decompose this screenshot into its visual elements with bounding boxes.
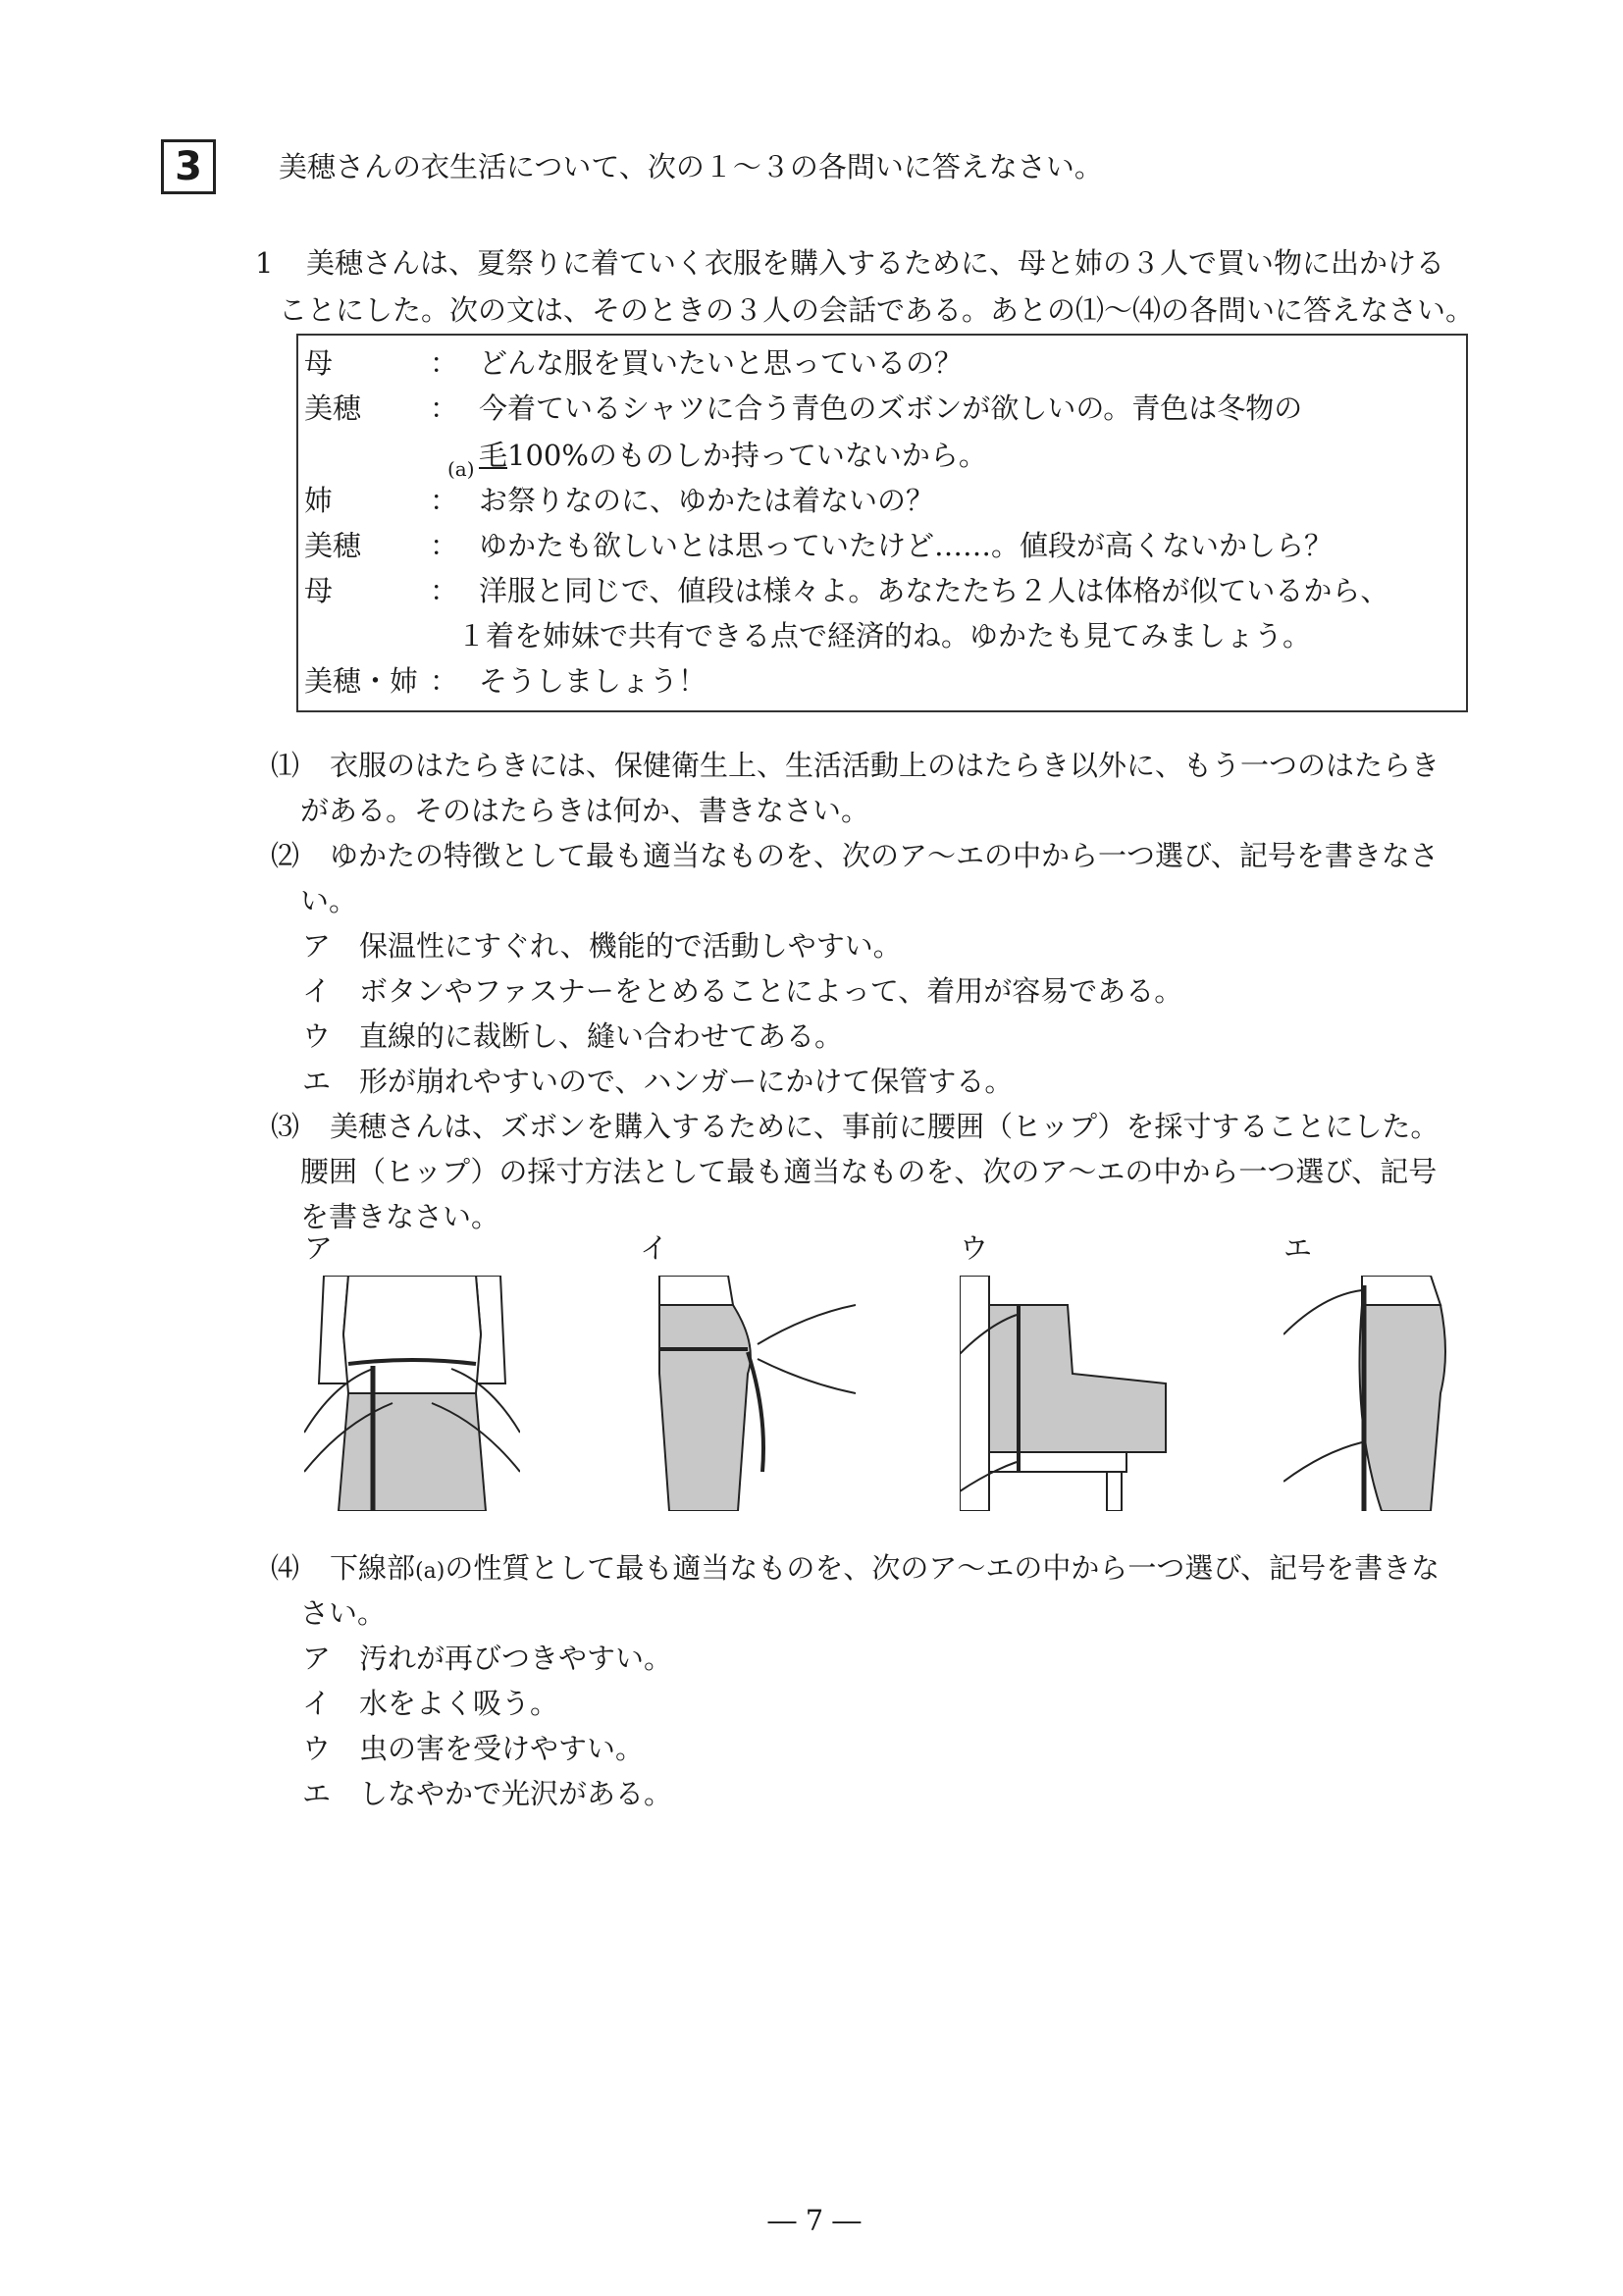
q2-option-u-label: ウ <box>302 1019 332 1053</box>
q1-line1: 衣服のはたらきには、保健衛生上、生活活動上のはたらき以外に、もう一つのはたらき <box>330 749 1440 782</box>
colon: ： <box>430 391 459 425</box>
dialogue-line-2a: 今着ているシャツに合う青色のズボンが欲しいの。青色は冬物の <box>479 391 1303 425</box>
q2-option-a-label: ア <box>302 929 332 963</box>
dialogue-line-2b-rest: 100%のものしか持っていないから。 <box>507 439 987 472</box>
colon: ： <box>430 529 459 562</box>
q3-number: ⑶ <box>271 1110 300 1143</box>
part1-line1: 美穂さんは、夏祭りに着ていく衣服を購入するために、母と姉の３人で買い物に出かける <box>306 246 1445 280</box>
q4-option-u-label: ウ <box>302 1732 332 1765</box>
dialogue-line-1: どんな服を買いたいと思っているの？ <box>479 346 964 380</box>
q4-option-a: 汚れが再びつきやすい。 <box>359 1642 673 1675</box>
question-intro: 美穂さんの衣生活について、次の１～３の各問いに答えなさい。 <box>279 150 1103 183</box>
speaker-miho-sister: 美穂・姉 <box>304 664 419 698</box>
q3-line3: を書きなさい。 <box>300 1200 500 1233</box>
q2-option-a: 保温性にすぐれ、機能的で活動しやすい。 <box>359 929 902 963</box>
part1-number: 1 <box>255 246 274 280</box>
dialogue-line-2b <box>479 434 987 477</box>
q2-option-e-label: エ <box>302 1065 332 1098</box>
q2-number: ⑵ <box>271 839 300 872</box>
colon: ： <box>430 484 459 517</box>
question-number: 3 <box>175 144 202 189</box>
speaker-sister-1: 姉 <box>304 484 334 517</box>
underline-mark-a: (a) <box>447 457 475 481</box>
q2-line1: ゆかたの特徴として最も適当なものを、次のア～エの中から一つ選び、記号を書きなさ <box>330 839 1439 872</box>
q4-mark-a: (a) <box>415 1559 445 1584</box>
hip-measure-figure-a <box>304 1276 520 1511</box>
page-number: ― 7 ― <box>767 2204 862 2237</box>
q4-option-e-label: エ <box>302 1777 332 1810</box>
dialogue-line-4: ゆかたも欲しいとは思っていたけど……。値段が高くないかしら？ <box>479 529 1334 562</box>
figure-label-e: エ <box>1283 1231 1313 1265</box>
speaker-miho-1: 美穂 <box>304 391 362 425</box>
q4-line2: さい。 <box>300 1596 387 1630</box>
q2-option-i-label: イ <box>302 974 332 1008</box>
speaker-miho-2: 美穂 <box>304 529 362 562</box>
dialogue-line-5a: 洋服と同じで、値段は様々よ。あなたたち２人は体格が似ているから、 <box>479 574 1389 607</box>
hip-measure-figure-u <box>960 1276 1176 1511</box>
q2-option-u: 直線的に裁断し、縫い合わせてある。 <box>359 1019 844 1053</box>
q3-line2: 腰囲（ヒップ）の採寸方法として最も適当なものを、次のア～エの中から一つ選び、記号 <box>300 1155 1438 1188</box>
q4-option-u: 虫の害を受けやすい。 <box>359 1732 645 1765</box>
dialogue-line-3: お祭りなのに、ゆかたは着ないの？ <box>479 484 935 517</box>
hip-measure-figure-i <box>640 1276 856 1511</box>
speaker-mother-1: 母 <box>304 346 334 380</box>
q4-line1-end: の性質として最も適当なものを、次のア～エの中から一つ選び、記号を書きな <box>445 1551 1440 1585</box>
figure-label-u: ウ <box>960 1231 989 1265</box>
part1-line2: ことにした。次の文は、そのときの３人の会話である。あとの⑴～⑷の各問いに答えなさい。 <box>279 293 1475 327</box>
colon: ： <box>430 664 459 698</box>
q4-option-e: しなやかで光沢がある。 <box>359 1777 673 1810</box>
q2-line2: い。 <box>300 884 358 917</box>
q4-option-i-label: イ <box>302 1687 332 1720</box>
speaker-mother-2: 母 <box>304 574 334 607</box>
dialogue-line-5b: １着を姉妹で共有できる点で経済的ね。ゆかたも見てみましょう。 <box>457 619 1312 652</box>
figure-label-a: ア <box>304 1231 334 1265</box>
q4-option-a-label: ア <box>302 1642 332 1675</box>
q1-line2: がある。そのはたらきは何か、書きなさい。 <box>300 794 870 827</box>
q2-option-e: 形が崩れやすいので、ハンガーにかけて保管する。 <box>359 1065 1014 1098</box>
dialogue-line-6: そうしましょう！ <box>479 664 707 698</box>
hip-measure-figure-e <box>1283 1276 1499 1511</box>
q4-line1-start: 下線部 <box>330 1551 416 1585</box>
q4-line1 <box>330 1546 1440 1593</box>
question-number-box <box>161 139 216 194</box>
q4-option-i: 水をよく吸う。 <box>359 1687 559 1720</box>
q4-number: ⑷ <box>271 1551 300 1585</box>
colon: ： <box>430 574 459 607</box>
q2-option-i: ボタンやファスナーをとめることによって、着用が容易である。 <box>359 974 1183 1008</box>
q3-line1: 美穂さんは、ズボンを購入するために、事前に腰囲（ヒップ）を採寸することにした。 <box>330 1110 1440 1143</box>
figure-label-i: イ <box>640 1231 669 1265</box>
underlined-wool: 毛 <box>479 439 508 472</box>
q1-number: ⑴ <box>271 749 300 782</box>
colon: ： <box>430 346 459 380</box>
